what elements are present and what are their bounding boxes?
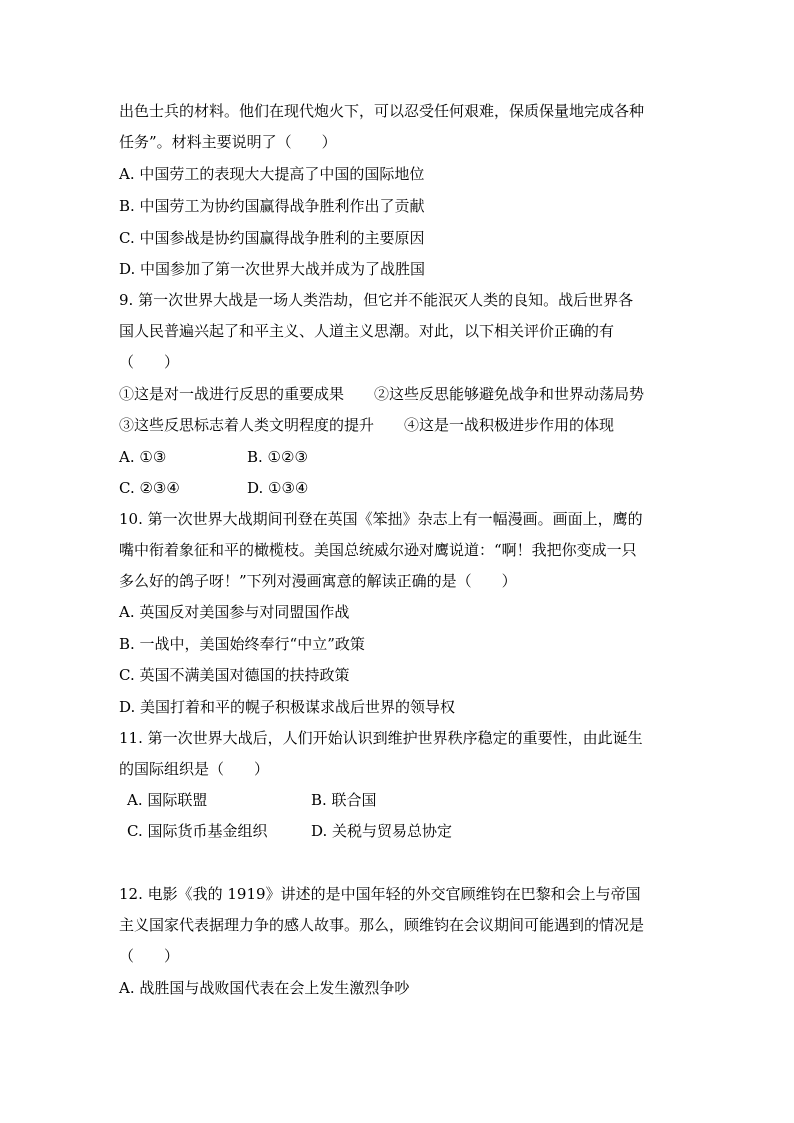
q9-option-d: D. ①③④ (247, 479, 309, 497)
q9-option-a: A. ①③ (119, 448, 167, 466)
q8-option-b: B. 中国劳工为协约国赢得战争胜利作出了贡献 (119, 197, 425, 215)
q12-stem-line: 主义国家代表据理力争的感人故事。那么，顾维钧在会议期间可能遇到的情况是 (119, 916, 645, 934)
q8-option-a: A. 中国劳工的表现大大提高了中国的国际地位 (119, 165, 425, 183)
q11-option-b: B. 联合国 (311, 791, 377, 809)
q10-option-c: C. 英国不满美国对德国的扶持政策 (119, 666, 350, 684)
q8-stem-line: 任务”。材料主要说明了（ ） (119, 133, 337, 151)
q8-option-c: C. 中国参战是协约国赢得战争胜利的主要原因 (119, 229, 425, 247)
q12-stem-line: 12. 电影《我的 1919》讲述的是中国年轻的外交官顾维钧在巴黎和会上与帝国 (119, 885, 641, 903)
q12-option-a: A. 战胜国与战败国代表在会上发生激烈争吵 (119, 979, 410, 997)
q10-option-a: A. 英国反对美国参与对同盟国作战 (119, 603, 350, 621)
q10-option-d: D. 美国打着和平的幌子积极谋求战后世界的领导权 (119, 698, 456, 716)
q10-stem-line: 多么好的鸽子呀！”下列对漫画寓意的解读正确的是（ ） (119, 572, 517, 590)
q11-stem-line: 的国际组织是（ ） (119, 760, 270, 778)
q10-option-b: B. 一战中，美国始终奉行“中立”政策 (119, 635, 365, 653)
q9-option-b: B. ①②③ (247, 448, 308, 466)
q11-option-a: A. 国际联盟 (127, 791, 208, 809)
q8-stem-line: 出色士兵的材料。他们在现代炮火下，可以忍受任何艰难，保质保量地完成各种 (119, 102, 645, 120)
q9-stem-line: 国人民普遍兴起了和平主义、人道主义思潮。对此，以下相关评价正确的有 (119, 322, 615, 340)
q11-option-d: D. 关税与贸易总协定 (311, 822, 453, 840)
q10-stem-line: 嘴中衔着象征和平的橄榄枝。美国总统威尔逊对鹰说道：“啊！我把你变成一只 (119, 541, 637, 559)
q9-stem-line: 9. 第一次世界大战是一场人类浩劫，但它并不能泯灭人类的良知。战后世界各 (119, 291, 634, 309)
q9-option-c: C. ②③④ (119, 479, 180, 497)
q12-stem-line: （ ） (119, 947, 180, 965)
q11-stem-line: 11. 第一次世界大战后，人们开始认识到维护世界秩序稳定的重要性，由此诞生 (119, 729, 643, 747)
q9-statement-line: ③这些反思标志着人类文明程度的提升 ④这是一战积极进步作用的体现 (119, 416, 615, 434)
q9-statement-line: ①这是对一战进行反思的重要成果 ②这些反思能够避免战争和世界动荡局势 (119, 385, 645, 403)
q9-stem-line: （ ） (119, 353, 180, 371)
q10-stem-line: 10. 第一次世界大战期间刊登在英国《笨拙》杂志上有一幅漫画。画面上，鹰的 (119, 510, 643, 528)
q8-option-d: D. 中国参加了第一次世界大战并成为了战胜国 (119, 260, 426, 278)
q11-option-c: C. 国际货币基金组织 (127, 822, 268, 840)
